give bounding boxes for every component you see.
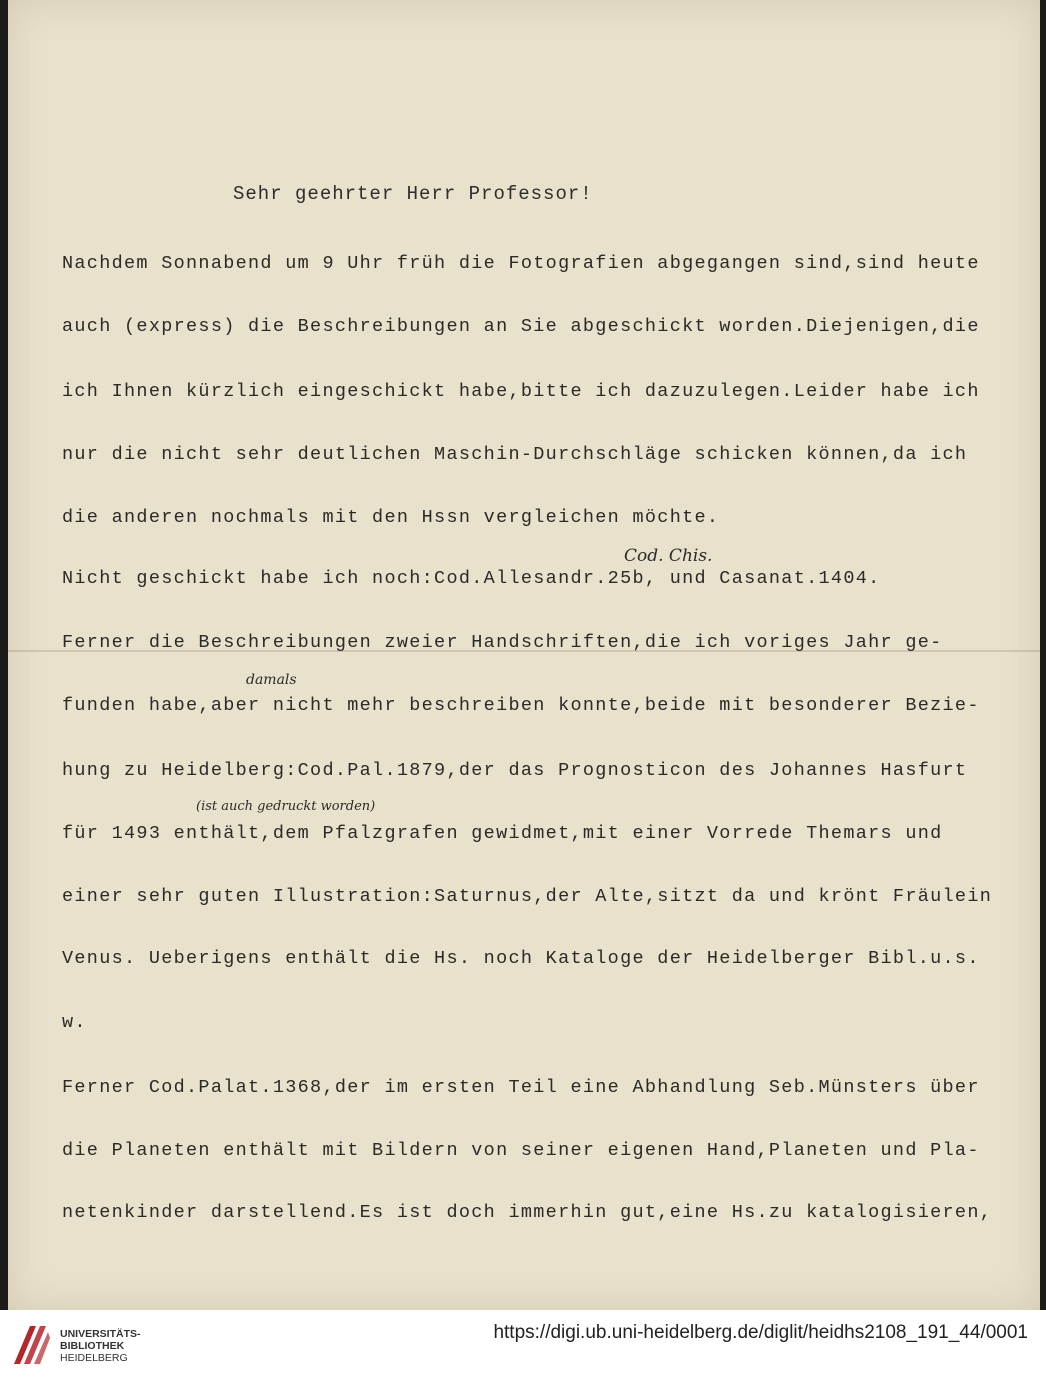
handwritten-annotation-gedruckt: (ist auch gedruckt worden) (196, 799, 376, 814)
letter-line: Nicht geschickt habe ich noch:Cod.Allesandr.25b, und Casanat.1404. (62, 568, 881, 589)
letter-line: Ferner die Beschreibungen zweier Handschriften,die ich voriges Jahr ge- (62, 632, 943, 653)
letter-line: die anderen nochmals mit den Hssn vergleichen möchte. (62, 507, 720, 528)
letter-line: Venus. Ueberigens enthält die Hs. noch Kataloge der Heidelberger Bibl.u.s. (62, 948, 980, 969)
letter-line: einer sehr guten Illustration:Saturnus,der Alte,sitzt da und krönt Fräulein (62, 886, 993, 907)
university-library-logo-icon (10, 1320, 52, 1368)
logo-line: HEIDELBERG (60, 1352, 128, 1364)
letter-line: Nachdem Sonnabend um 9 Uhr früh die Fotografien abgegangen sind,sind heute (62, 253, 980, 274)
handwritten-annotation-damals: damals (246, 672, 297, 688)
letter-line: hung zu Heidelberg:Cod.Pal.1879,der das Prognosticon des Johannes Hasfurt (62, 760, 968, 781)
letter-line: für 1493 enthält,dem Pfalzgrafen gewidmet,mit einer Vorrede Themars und (62, 823, 943, 844)
letter-line: Ferner Cod.Palat.1368,der im ersten Teil eine Abhandlung Seb.Münsters über (62, 1077, 980, 1098)
letter-line: die Planeten enthält mit Bildern von seiner eigenen Hand,Planeten und Pla- (62, 1140, 980, 1161)
footer-bar (0, 1310, 1046, 1386)
logo-line: BIBLIOTHEK (60, 1340, 125, 1352)
library-logo-text (60, 1328, 141, 1364)
greeting: Sehr geehrter Herr Professor! (233, 183, 593, 205)
letter-line: ich Ihnen kürzlich eingeschickt habe,bitte ich dazuzulegen.Leider habe ich (62, 381, 980, 402)
handwritten-annotation-cod-chis: Cod. Chis. (624, 546, 713, 566)
letter-line: w. (62, 1012, 87, 1033)
letter-line: auch (express) die Beschreibungen an Sie abgeschickt worden.Diejenigen,die (62, 316, 980, 337)
letter-line: funden habe,aber nicht mehr beschreiben konnte,beide mit besonderer Bezie- (62, 695, 980, 716)
document-url-link[interactable]: https://digi.ub.uni-heidelberg.de/diglit/heidhs2108_191_44/0001 (493, 1322, 1028, 1343)
letter-line: netenkinder darstellend.Es ist doch immerhin gut,eine Hs.zu katalogisieren, (62, 1202, 993, 1223)
logo-line: UNIVERSITÄTS- (60, 1328, 141, 1340)
letter-line: nur die nicht sehr deutlichen Maschin-Durchschläge schicken können,da ich (62, 444, 968, 465)
